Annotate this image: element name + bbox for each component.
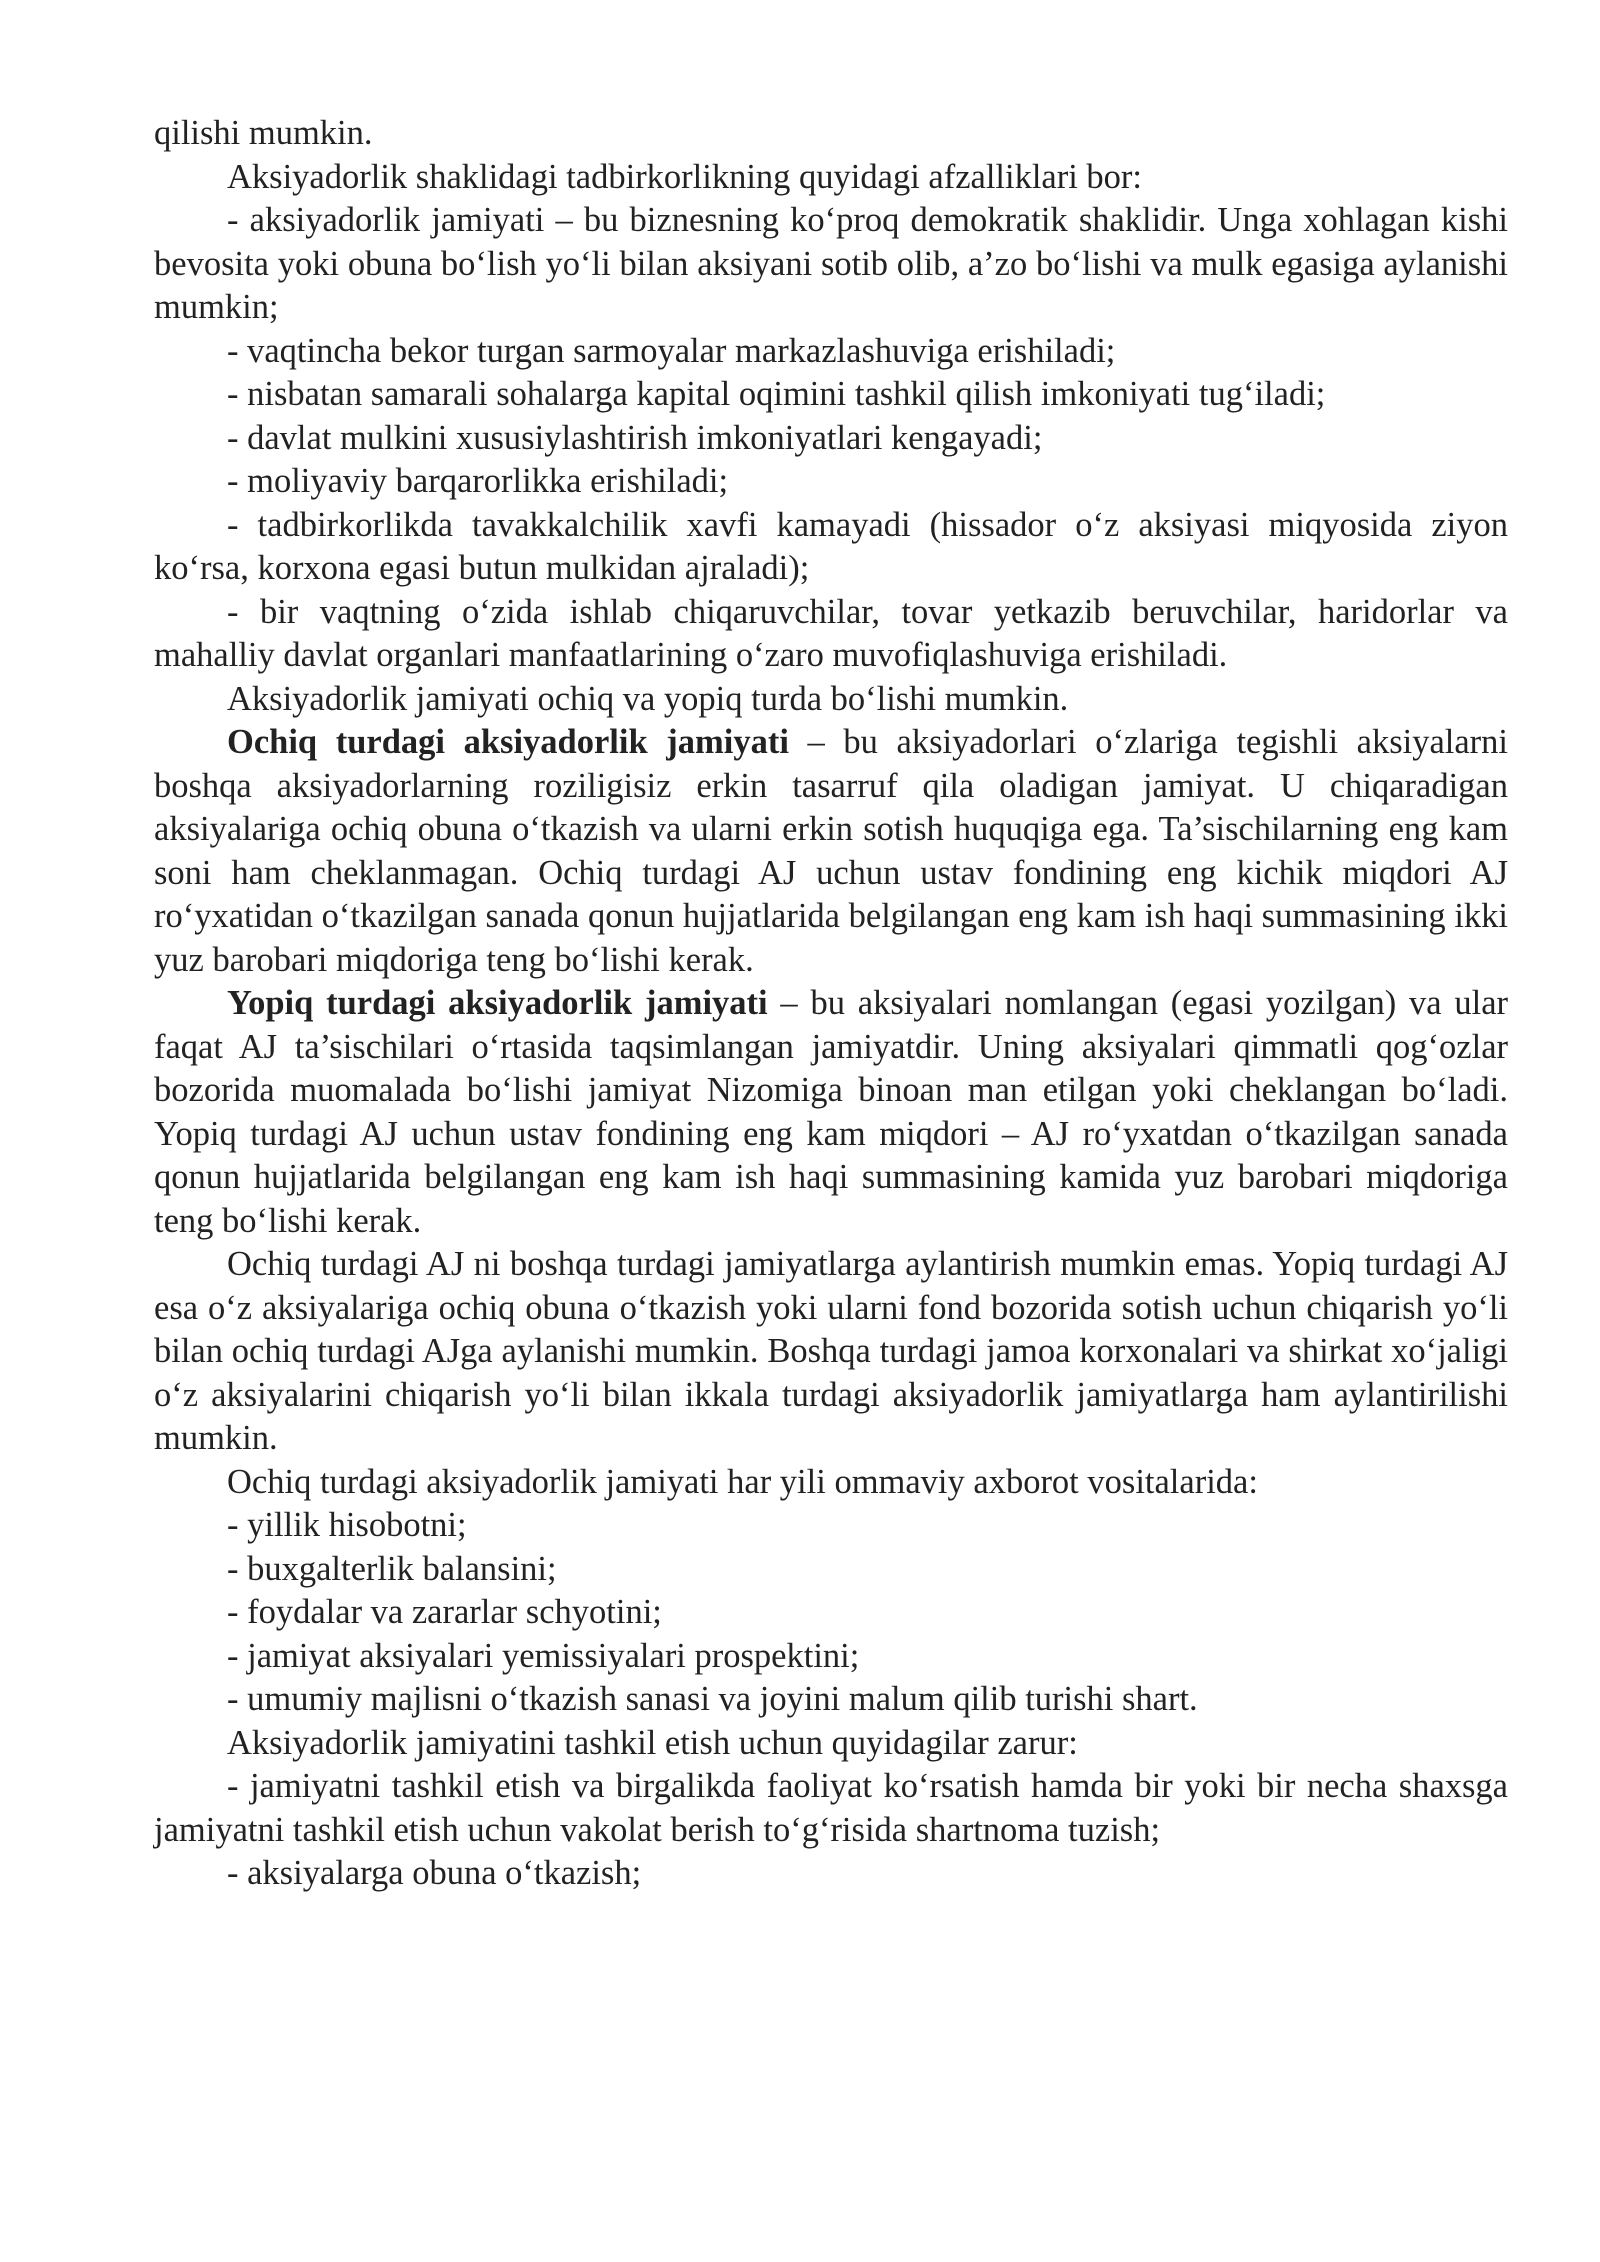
list-item-advantage: - vaqtincha bekor turgan sarmoyalar markazlashuviga erishiladi; (227, 331, 1116, 370)
list-item-advantage: - aksiyadorlik jamiyati – bu biznesning ko‘proq demokratik shaklidir. Unga xohlagan kishi bevosita yoki obuna bo‘lish yo‘li bilan aksiyani sotib olib, a’zo bo‘lishi va mulk egasiga aylanishi mumkin; (154, 201, 1508, 326)
list-item-advantage: - moliyaviy barqarorlikka erishiladi; (227, 462, 729, 500)
list-item-requirement: - aksiyalarga obuna o‘tkazish; (227, 1854, 642, 1892)
list-item-requirement: - jamiyatni tashkil etish va birgalikda faoliyat ko‘rsatish hamda bir yoki bir necha shaxsga jamiyatni tashkil etish uchun vakolat berish to‘g‘risida shartnoma tuzish; (154, 1767, 1508, 1849)
document-page (154, 112, 1508, 1896)
paragraph-closed-company (154, 982, 1508, 1243)
paragraph-requirements-intro: Aksiyadorlik jamiyatini tashkil etish uchun quyidagilar zarur: (227, 1723, 1078, 1762)
paragraph-open-company (154, 721, 1508, 982)
paragraph-conversion: Ochiq turdagi AJ ni boshqa turdagi jamiyatlarga aylantirish mumkin emas. Yopiq turdagi AJ esa o‘z aksiyalariga ochiq obuna o‘tkazish yoki ularni fond bozorida sotish uchun chiqarish yo‘li bilan ochiq turdagi AJga aylanishi mumkin. Boshqa turdagi jamoa korxonalari va shirkat xo‘jaligi o‘z aksiyalarini chiqarish yo‘li bilan ikkala turdagi aksiyadorlik jamiyatlarga ham aylantirilishi mumkin. (154, 1245, 1508, 1457)
paragraph-disclosure-intro: Ochiq turdagi aksiyadorlik jamiyati har yili ommaviy axborot vositalarida: (227, 1462, 1258, 1501)
list-item-advantage: - bir vaqtning o‘zida ishlab chiqaruvchilar, tovar yetkazib beruvchilar, haridorlar va mahalliy davlat organlari manfaatlarining o‘zaro muvofiqlashuviga erishiladi. (154, 592, 1508, 674)
list-item-disclosure: - foydalar va zararlar schyotini; (227, 1593, 662, 1631)
list-item-advantage: - davlat mulkini xususiylashtirish imkoniyatlari kengayadi; (227, 418, 1043, 457)
list-item-disclosure: - buxgalterlik balansini; (227, 1549, 557, 1588)
paragraph-advantages-intro: Aksiyadorlik shaklidagi tadbirkorlikning quyidagi afzalliklari bor: (227, 157, 1143, 196)
term-closed-company: Yopiq turdagi aksiyadorlik jamiyati (227, 984, 768, 1022)
list-item-advantage: - tadbirkorlikda tavakkalchilik xavfi kamayadi (hissador o‘z aksiyasi miqyosida ziyon ko‘rsa, korxona egasi butun mulkidan ajraladi); (154, 505, 1508, 587)
definition-open-company: – bu aksiyadorlari o‘zlariga tegishli aksiyalarni boshqa aksiyadorlarning roziligisiz erkin tasarruf qila oladigan jamiyat. U chiqaradigan aksiyalariga ochiq obuna o‘tkazish va ularni erkin sotish huquqiga ega. Ta’sischilarning eng kam soni ham cheklanmagan. Ochiq turdagi AJ uchun ustav fondining eng kichik miqdori AJ ro‘yxatidan o‘tkazilgan sanada qonun hujjatlarida belgilangan eng kam ish haqi summasining ikki yuz barobari miqdoriga teng bo‘lishi kerak. (154, 723, 1509, 979)
list-item-disclosure: - yillik hisobotni; (227, 1506, 467, 1544)
term-open-company: Ochiq turdagi aksiyadorlik jamiyati (227, 723, 789, 761)
list-item-disclosure: - jamiyat aksiyalari yemissiyalari prospektini; (227, 1636, 860, 1675)
list-item-advantage: - nisbatan samarali sohalarga kapital oqimini tashkil qilish imkoniyati tug‘iladi; (227, 375, 1326, 413)
list-item-disclosure: - umumiy majlisni o‘tkazish sanasi va joyini malum qilib turishi shart. (227, 1680, 1198, 1718)
paragraph-types-intro: Aksiyadorlik jamiyati ochiq va yopiq turda bo‘lishi mumkin. (227, 679, 1069, 718)
definition-closed-company: – bu aksiyalari nomlangan (egasi yozilgan) va ular faqat AJ ta’sischilari o‘rtasida taqsimlangan jamiyatdir. Uning aksiyalari qimmatli qog‘ozlar bozorida muomalada bo‘lishi jamiyat Nizomiga binoan man etilgan yoki cheklangan bo‘ladi. Yopiq turdagi AJ uchun ustav fondining eng kam miqdori – AJ ro‘yxatdan o‘tkazilgan sanada qonun hujjatlarida belgilangan eng kam ish haqi summasining kamida yuz barobari miqdoriga teng bo‘lishi kerak. (154, 984, 1508, 1240)
paragraph-continuation: qilishi mumkin. (154, 114, 373, 152)
